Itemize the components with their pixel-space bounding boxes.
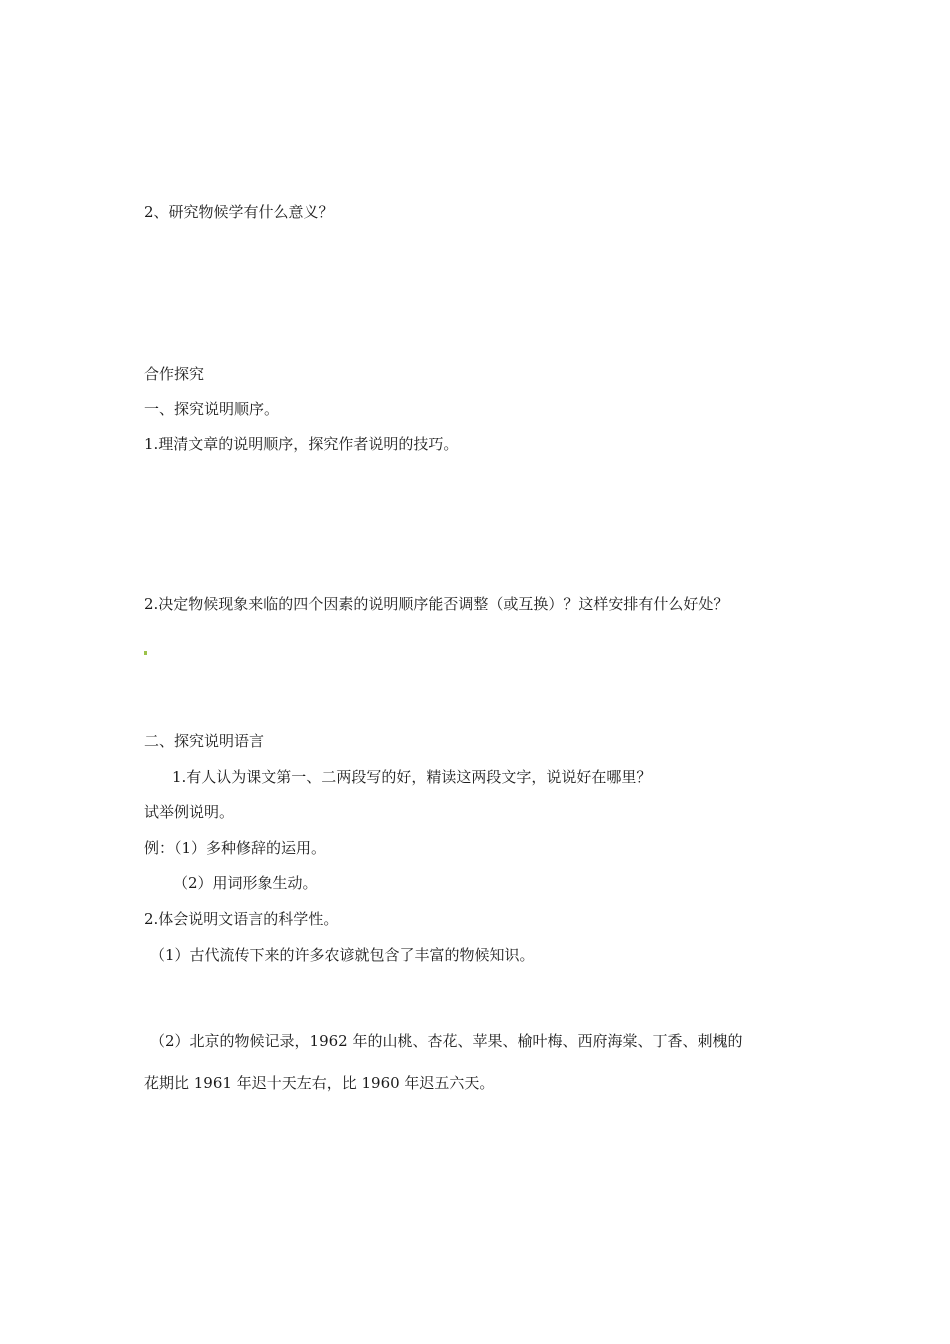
part2-question-1-continued: 试举例说明。	[144, 803, 235, 821]
part1-question-1: 1.理清文章的说明顺序，探究作者说明的技巧。	[144, 435, 459, 453]
part2-question-2: 2.体会说明文语言的科学性。	[144, 910, 339, 928]
sentence-2-line-1: （2）北京的物候记录，1962 年的山桃、杏花、苹果、榆叶梅、西府海棠、丁香、刺槐的	[150, 1032, 743, 1050]
question-significance: 2、研究物候学有什么意义？	[144, 203, 334, 221]
green-mark	[144, 651, 147, 655]
example-1: 例：（1）多种修辞的运用。	[144, 839, 327, 857]
section-title-cooperative: 合作探究	[144, 365, 205, 383]
sentence-1: （1）古代流传下来的许多农谚就包含了丰富的物候知识。	[150, 946, 535, 964]
sentence-2-line-2: 花期比 1961 年迟十天左右，比 1960 年迟五六天。	[144, 1074, 495, 1092]
part1-question-2: 2.决定物候现象来临的四个因素的说明顺序能否调整（或互换）？这样安排有什么好处？	[144, 595, 729, 613]
part2-question-1: 1.有人认为课文第一、二两段写的好，精读这两段文字，说说好在哪里？	[172, 768, 652, 786]
example-2: （2）用词形象生动。	[173, 874, 318, 892]
part2-heading: 二、探究说明语言	[144, 732, 265, 750]
part1-heading: 一、探究说明顺序。	[144, 400, 280, 418]
